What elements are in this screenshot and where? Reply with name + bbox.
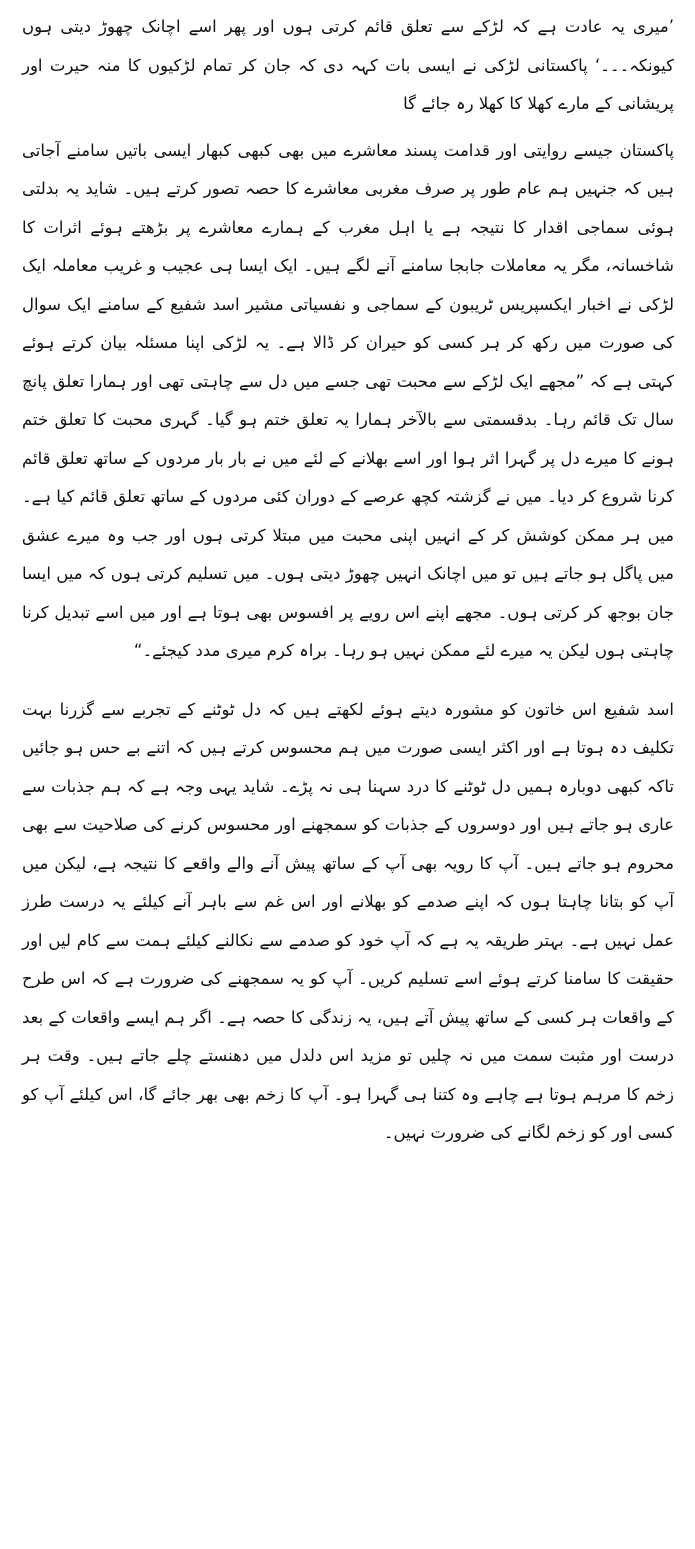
intro-paragraph: ’میری یہ عادت ہے کہ لڑکے سے تعلق قائم کرتی ہوں اور پھر اسے اچانک چھوڑ دیتی ہوں کیونکہ۔۔۔‘ پاکستانی لڑکی نے ایسی بات کہہ دی کہ جان کر تمام لڑکیوں کا منہ حیرت اور پریشانی کے مارے کھلا کا کھلا رہ جائے گا <box>22 17 674 113</box>
article-body <box>22 8 674 1544</box>
advice-paragraph: اسد شفیع اس خاتون کو مشورہ دیتے ہوئے لکھتے ہیں کہ دل ٹوٹنے کے تجربے سے گزرنا بہت تکلیف دہ ہوتا ہے اور اکثر ایسی صورت میں ہم محسوس کرتے ہیں کہ اتنے بے حس ہو جائیں تاکہ کبھی دوبارہ ہمیں دل ٹوٹنے کا درد سہنا ہی نہ پڑے۔ شاید یہی وجہ ہے کہ ہم جذبات سے عاری ہو جاتے ہیں اور دوسروں کے جذبات کو سمجھنے اور محسوس کرنے کی صلاحیت سے بھی محروم ہو جاتے ہیں۔ آپ کا رویہ بھی آپ کے ساتھ پیش آنے والے واقعے کا نتیجہ ہے، لیکن میں آپ کو بتانا چاہتا ہوں کہ اپنے صدمے کو بھلانے اور اس غم سے باہر آنے کیلئے یہ درست طرز عمل نہیں ہے۔ بہتر طریقہ یہ ہے کہ آپ خود کو صدمے سے نکالنے کیلئے ہمت سے کام لیں اور حقیقت کا سامنا کرتے ہوئے اسے تسلیم کریں۔ آپ کو یہ سمجھنے کی ضرورت ہے کہ اس طرح کے واقعات ہر کسی کے ساتھ پیش آتے ہیں، یہ زندگی کا حصہ ہے۔ اگر ہم ایسے واقعات کے بعد درست اور مثبت سمت میں نہ چلیں تو مزید اس دلدل میں دھنستے چلے جاتے ہیں۔ وقت ہر زخم کا مرہم ہوتا ہے چاہے وہ کتنا ہی گہرا ہو۔ آپ کا زخم بھی بھر جائے گا، اس کیلئے آپ کو کسی اور کو زخم لگانے کی ضرورت نہیں۔ <box>22 699 674 1142</box>
story-paragraph: پاکستان جیسے روایتی اور قدامت پسند معاشرے میں بھی کبھی کبھار ایسی باتیں سامنے آجاتی ہیں کہ جنہیں ہم عام طور پر صرف مغربی معاشرے کا حصہ تصور کرتے ہیں۔ شاید یہ بدلتی ہوئی سماجی اقدار کا نتیجہ ہے یا اہل مغرب کے ہمارے معاشرے پر بڑھتے ہوئے اثرات کا شاخسانہ، مگر یہ معاملات جابجا سامنے آنے لگے ہیں۔ ایک ایسا ہی عجیب و غریب معاملہ ایک لڑکی نے اخبار ایکسپریس ٹریبون کے سماجی و نفسیاتی مشیر اسد شفیع کے سامنے ایک سوال کی صورت میں رکھ کر ہر کسی کو حیران کر ڈالا ہے۔ یہ لڑکی اپنا مسئلہ بیان کرتے ہوئے کہتی ہے کہ ”مجھے ایک لڑکے سے محبت تھی جسے میں دل سے چاہتی تھی اور ہمارا تعلق پانچ سال تک قائم رہا۔ بدقسمتی سے بالآخر ہمارا یہ تعلق ختم ہو گیا۔ گہری محبت کا تعلق ختم ہونے کا میرے دل پر گہرا اثر ہوا اور اسے بھلانے کے لئے میں نے بار بار مردوں کے ساتھ تعلق قائم کرنا شروع کر دیا۔ میں نے گزشتہ کچھ عرصے کے دوران کئی مردوں کے ساتھ تعلق قائم کیا ہے۔ میں ہر ممکن کوشش کر کے انہیں اپنی محبت میں مبتلا کرتی ہوں اور جب وہ میرے عشق میں پاگل ہو جاتے ہیں تو میں اچانک انہیں چھوڑ دیتی ہوں۔ میں تسلیم کرتی ہوں کہ میں ایسا جان بوجھ کر کرتی ہوں۔ مجھے اپنے اس رویے پر افسوس بھی ہوتا ہے اور میں اسے تبدیل کرنا چاہتی ہوں لیکن یہ میرے لئے ممکن نہیں ہو رہا۔ براہ کرم میری مدد کیجئے۔“ <box>22 140 674 660</box>
